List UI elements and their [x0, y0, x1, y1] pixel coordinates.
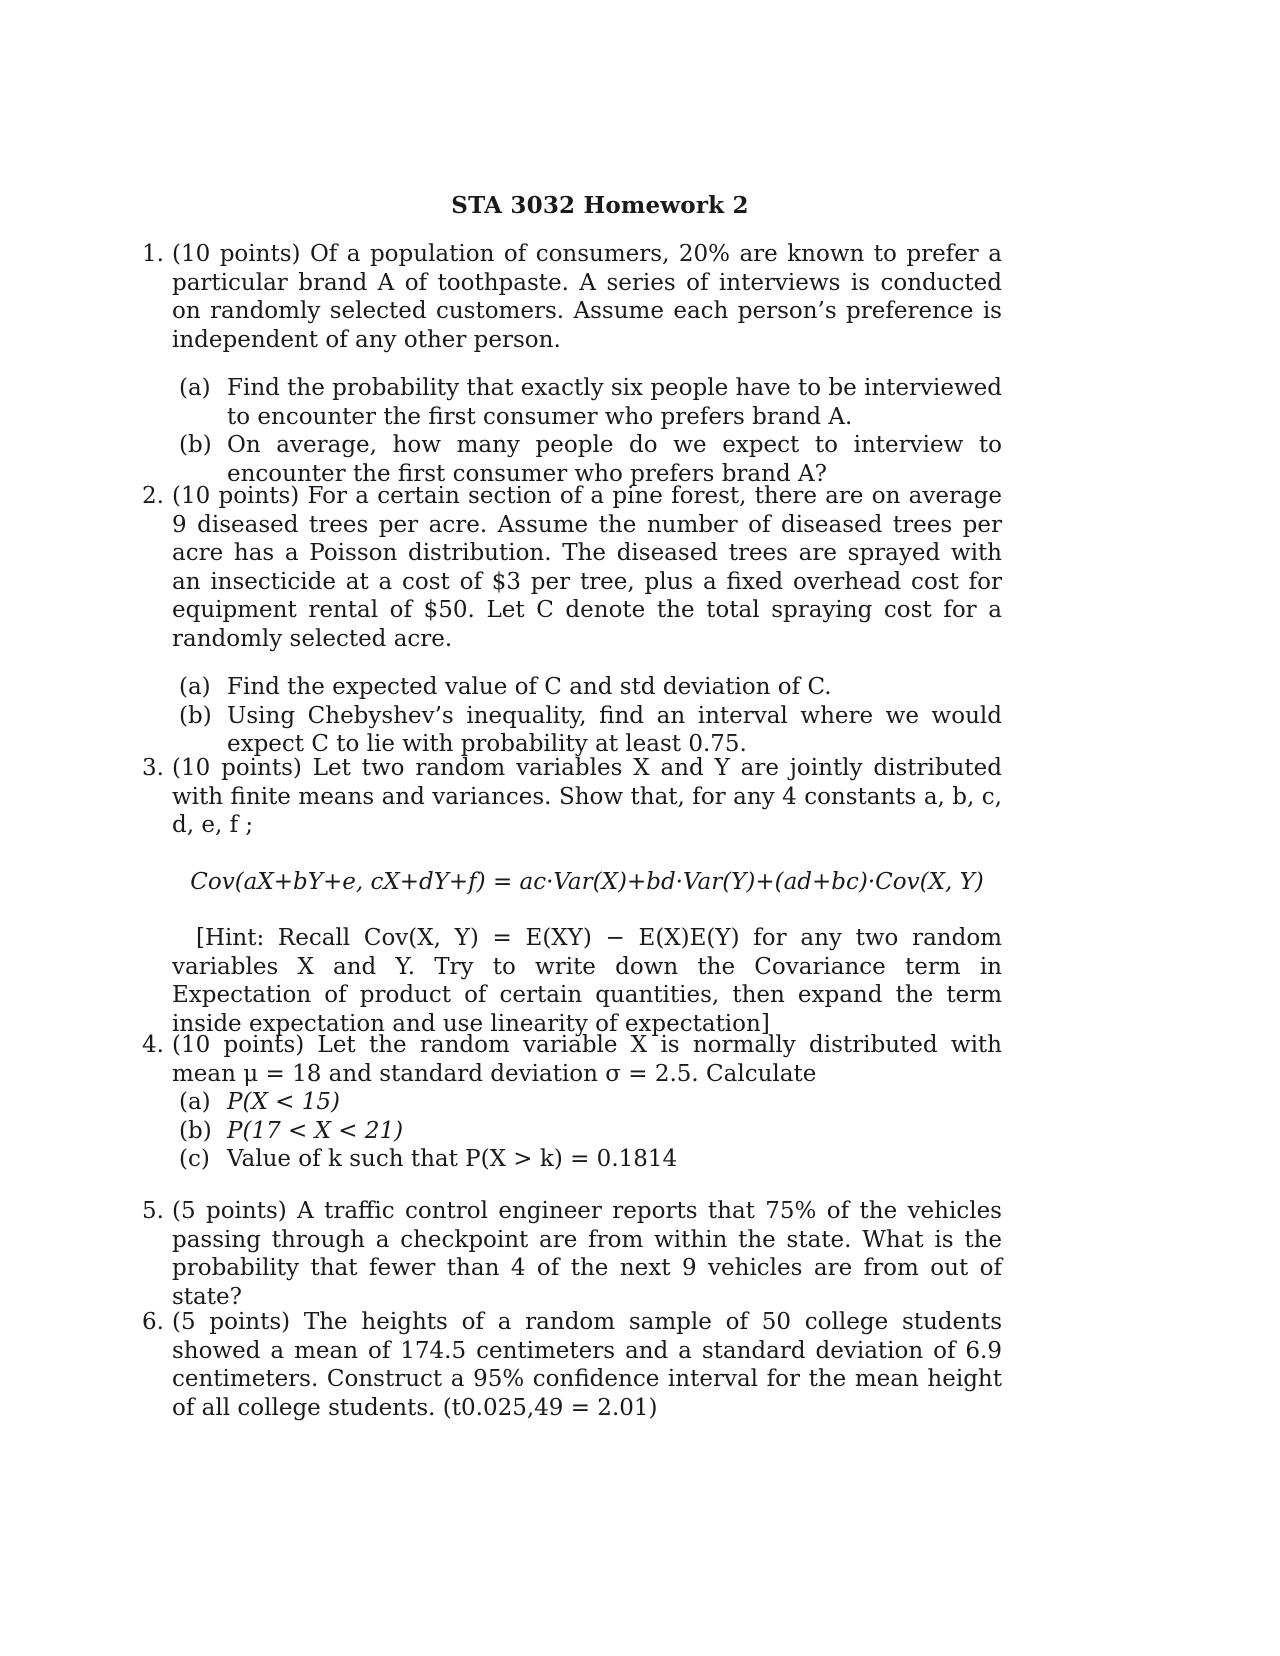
problem-text: (5 points) The heights of a random sample of 50 college students showed a mean of 174.5 centimeters and a standard deviation of 6.9 centimeters. Construct a 95% confidence interval for the mean height of all college students. (t0.025,49 = 2.01): [172, 1309, 1002, 1421]
part-text: P(17 < X < 21): [227, 1117, 404, 1144]
problem-text: (10 points) Let the random variable X is normally distributed with mean μ = 18 and standard deviation σ = 2.5. Calculate: [172, 1032, 1002, 1087]
problem-text: (10 points) For a certain section of a pine forest, there are on average 9 diseased trees per acre. Assume the number of diseased trees per acre has a Poisson distribution. The diseased trees are sprayed with an insecticide at a cost of $3 per tree, plus a fixed overhead cost for equipment rental of $50. Let C denote the total spraying cost for a randomly selected acre.: [172, 483, 1002, 652]
problem-5: [142, 1197, 1002, 1311]
problem-text: (10 points) Of a population of consumers, 20% are known to prefer a particular brand A of toothpaste. A series of interviews is conducted on randomly selected customers. Assume each person’s preference is independent of any other person.: [172, 241, 1002, 353]
part-label: (b): [179, 1117, 212, 1144]
problem-text: (10 points) Let two random variables X and Y are jointly distributed with finite means and variances. Show that, for any 4 constants a, b, c, d, e, f ;: [172, 755, 1002, 838]
problem-part: [179, 702, 1002, 759]
problem-3: [142, 754, 1002, 1038]
problem-1: [142, 240, 1002, 488]
part-label: (a): [179, 674, 211, 700]
problem-hint: [Hint: Recall Cov(X, Y) = E(XY) − E(X)E(Y) for any two random variables X and Y. Try to write down the Covariance term in Expectation of product of certain quantities, then expand the term inside expectation and use linearity of expectation]: [172, 925, 1002, 1037]
page-title: STA 3032 Homework 2: [451, 192, 749, 219]
problem-part: [179, 1145, 1002, 1174]
problem-part: [179, 1117, 1002, 1146]
part-label: (a): [179, 1089, 211, 1115]
problem-2: [142, 482, 1002, 759]
part-label: (b): [179, 432, 212, 458]
part-label: (a): [179, 375, 211, 401]
problem-text: (5 points) A traffic control engineer reports that 75% of the vehicles passing through a checkpoint are from within the state. What is the probability that fewer than 4 of the next 9 vehicles are from out of state?: [172, 1198, 1002, 1310]
problem-part: [179, 673, 1002, 702]
problem-number: 4.: [142, 1032, 164, 1058]
problem-part: [179, 1088, 1002, 1117]
problem-number: 1.: [142, 241, 164, 267]
problem-parts: [179, 673, 1002, 759]
problem-6: [142, 1308, 1002, 1422]
problem-number: 6.: [142, 1309, 164, 1335]
part-text: Value of k such that P(X > k) = 0.1814: [227, 1146, 678, 1172]
part-text: On average, how many people do we expect to interview to encounter the first consumer who prefers brand A?: [227, 432, 1002, 487]
part-text: Find the probability that exactly six people have to be interviewed to encounter the first consumer who prefers brand A.: [227, 375, 1002, 430]
part-text: P(X < 15): [227, 1089, 340, 1115]
problem-part: [179, 431, 1002, 488]
part-label: (b): [179, 702, 212, 729]
problem-part: [179, 374, 1002, 431]
problem-4: [142, 1031, 1002, 1174]
part-text: Find the expected value of C and std deviation of C.: [227, 674, 832, 700]
problem-number: 3.: [142, 755, 164, 781]
problem-parts: [179, 1088, 1002, 1174]
problem-number: 5.: [142, 1198, 164, 1224]
part-text: Using Chebyshev’s inequality, find an interval where we would expect C to lie with probability at least 0.75.: [227, 702, 1002, 757]
problem-parts: [179, 374, 1002, 488]
problem-number: 2.: [142, 483, 164, 509]
covariance-equation: Cov(aX+bY+e, cX+dY+f) = ac·Var(X)+bd·Var(Y)+(ad+bc)·Cov(X, Y): [190, 868, 984, 895]
part-label: (c): [179, 1146, 210, 1172]
